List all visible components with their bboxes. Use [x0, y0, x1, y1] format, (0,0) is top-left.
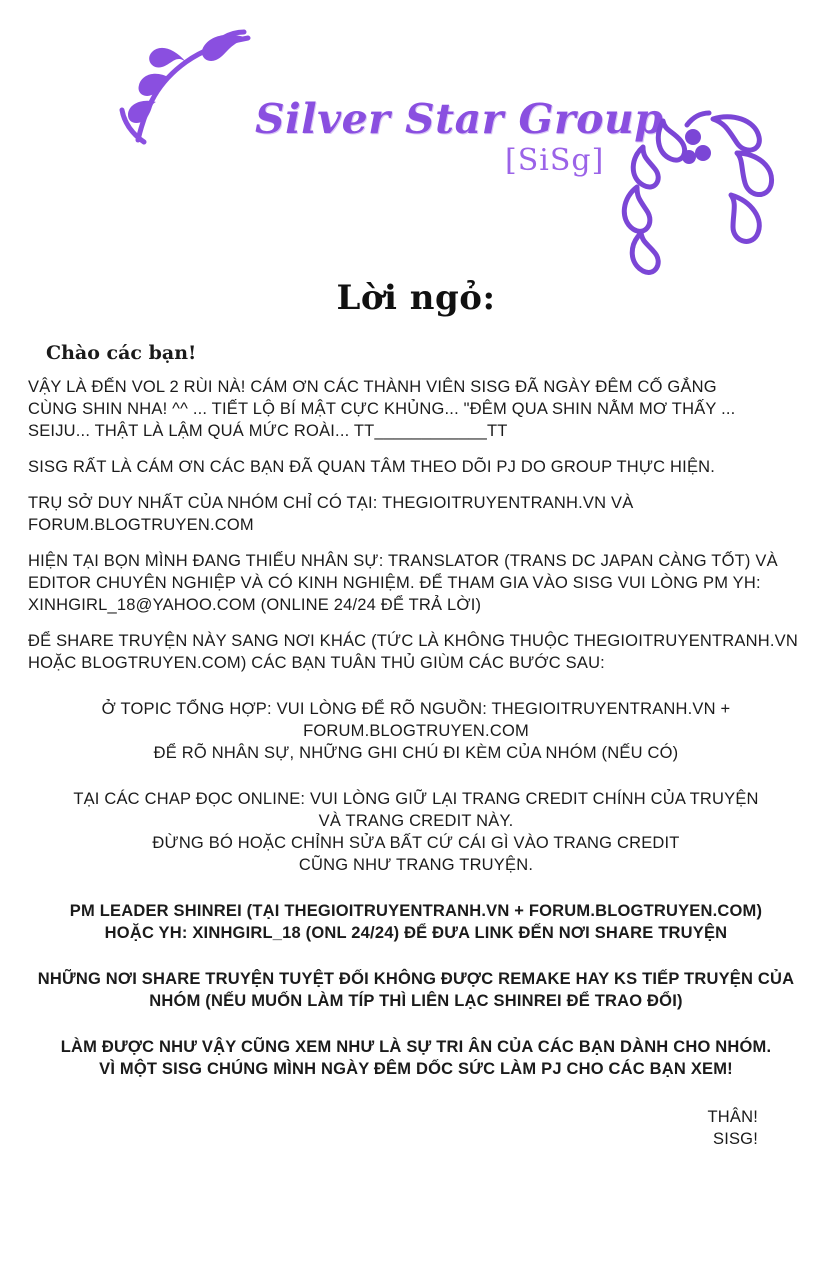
- signoff-line: THÂN!: [707, 1108, 758, 1126]
- text-line: ĐỂ SHARE TRUYỆN NÀY SANG NƠI KHÁC (TỨC LÀ KHÔNG THUỘC THEGIOITRUYENTRANH.VN: [28, 632, 798, 650]
- credit-text-body: [0, 342, 832, 1150]
- paragraph-thanks: [28, 456, 804, 478]
- text-line: SISG RẤT LÀ CÁM ƠN CÁC BẠN ĐÃ QUAN TÂM THEO DÕI PJ DO GROUP THỰC HIỆN.: [28, 458, 716, 476]
- spacer: [28, 890, 804, 900]
- text-line: TRỤ SỞ DUY NHẤT CỦA NHÓM CHỈ CÓ TẠI: THEGIOITRUYENTRANH.VN VÀ: [28, 494, 634, 512]
- text-line: XINHGIRL_18@YAHOO.COM (ONLINE 24/24 ĐỂ TRẢ LỜI): [28, 596, 482, 614]
- text-line: FORUM.BLOGTRUYEN.COM: [28, 516, 254, 534]
- spacer: [28, 1026, 804, 1036]
- text-line: VÌ MỘT SISG CHÚNG MÌNH NGÀY ĐÊM DỐC SỨC LÀM PJ CHO CÁC BẠN XEM!: [99, 1060, 733, 1078]
- text-line: SEIJU... THẬT LÀ LẬM QUÁ MỨC ROÀI... TT____________TT: [28, 422, 508, 440]
- text-line: HOẶC YH: XINHGIRL_18 (ONL 24/24) ĐỂ ĐƯA LINK ĐẾN NƠI SHARE TRUYỆN: [104, 924, 728, 942]
- leaf-flourish-icon: [585, 95, 800, 280]
- logo-wordmark: Silver Star Group: [255, 95, 664, 143]
- text-line: NHÓM (NẾU MUỐN LÀM TÍP THÌ LIÊN LẠC SHINREI ĐỂ TRAO ĐỔI): [149, 992, 683, 1010]
- text-line: PM LEADER SHINREI (TẠI THEGIOITRUYENTRANH.VN + FORUM.BLOGTRUYEN.COM): [69, 902, 763, 920]
- spacer: [28, 688, 804, 698]
- text-line: LÀM ĐƯỢC NHƯ VẬY CŨNG XEM NHƯ LÀ SỰ TRI ÂN CỦA CÁC BẠN DÀNH CHO NHÓM.: [60, 1038, 772, 1056]
- spacer: [28, 778, 804, 788]
- text-line: Ở TOPIC TỔNG HỢP: VUI LÒNG ĐỂ RÕ NGUỒN: THEGIOITRUYENTRANH.VN +: [101, 700, 731, 718]
- logo-band: [0, 0, 832, 270]
- spacer: [28, 958, 804, 968]
- paragraph-recruit: [28, 550, 804, 616]
- text-line: NHỮNG NƠI SHARE TRUYỆN TUYỆT ĐỐI KHÔNG ĐƯỢC REMAKE HAY KS TIẾP TRUYỆN CỦA: [37, 970, 795, 988]
- text-line: TẠI CÁC CHAP ĐỌC ONLINE: VUI LÒNG GIỮ LẠI TRANG CREDIT CHÍNH CỦA TRUYỆN: [73, 790, 759, 808]
- page-title: Lời ngỏ:: [336, 278, 496, 318]
- signoff: [28, 1106, 758, 1150]
- text-line: ĐỂ RÕ NHÂN SỰ, NHỮNG GHI CHÚ ĐI KÈM CỦA NHÓM (NẾU CÓ): [153, 744, 679, 762]
- greeting-text: Chào các bạn!: [46, 342, 197, 364]
- text-line: VÀ TRANG CREDIT NÀY.: [318, 812, 514, 830]
- signoff-group: SISG!: [712, 1130, 758, 1148]
- paragraph-home-sites: [28, 492, 804, 536]
- text-line: VẬY LÀ ĐẾN VOL 2 RÙI NÀ! CÁM ƠN CÁC THÀNH VIÊN SISG ĐÃ NGÀY ĐÊM CỐ GẮNG: [28, 378, 717, 396]
- paragraph-share-rules: [28, 630, 804, 674]
- text-line: CŨNG NHƯ TRANG TRUYỆN.: [298, 856, 534, 874]
- logo-subtitle: [SiSg]: [505, 143, 605, 178]
- text-line: HIỆN TẠI BỌN MÌNH ĐANG THIẾU NHÂN SỰ: TRANSLATOR (TRANS DC JAPAN CÀNG TỐT) VÀ: [28, 552, 778, 570]
- paragraph-rule-online: [28, 788, 804, 876]
- text-line: EDITOR CHUYÊN NGHIỆP VÀ CÓ KINH NGHIỆM. ĐỂ THAM GIA VÀO SISG VUI LÒNG PM YH:: [28, 574, 761, 592]
- leaf-flourish-icon: [108, 22, 273, 157]
- text-line: FORUM.BLOGTRUYEN.COM: [303, 722, 529, 740]
- text-line: CÙNG SHIN NHA! ^^ ... TIẾT LỘ BÍ MẬT CỰC KHỦNG... "ĐÊM QUA SHIN NẰM MƠ THẤY ...: [28, 400, 736, 418]
- paragraph-rule-topic: [28, 698, 804, 764]
- text-line: HOẶC BLOGTRUYEN.COM) CÁC BẠN TUÂN THỦ GIÙM CÁC BƯỚC SAU:: [28, 654, 605, 672]
- paragraph-rule-remake: [28, 968, 804, 1012]
- paragraph-rule-pm: [28, 900, 804, 944]
- paragraph-intro: [28, 376, 804, 442]
- paragraph-closing: [28, 1036, 804, 1080]
- text-line: ĐỪNG BÓ HOẶC CHỈNH SỬA BẤT CỨ CÁI GÌ VÀO TRANG CREDIT: [152, 834, 680, 852]
